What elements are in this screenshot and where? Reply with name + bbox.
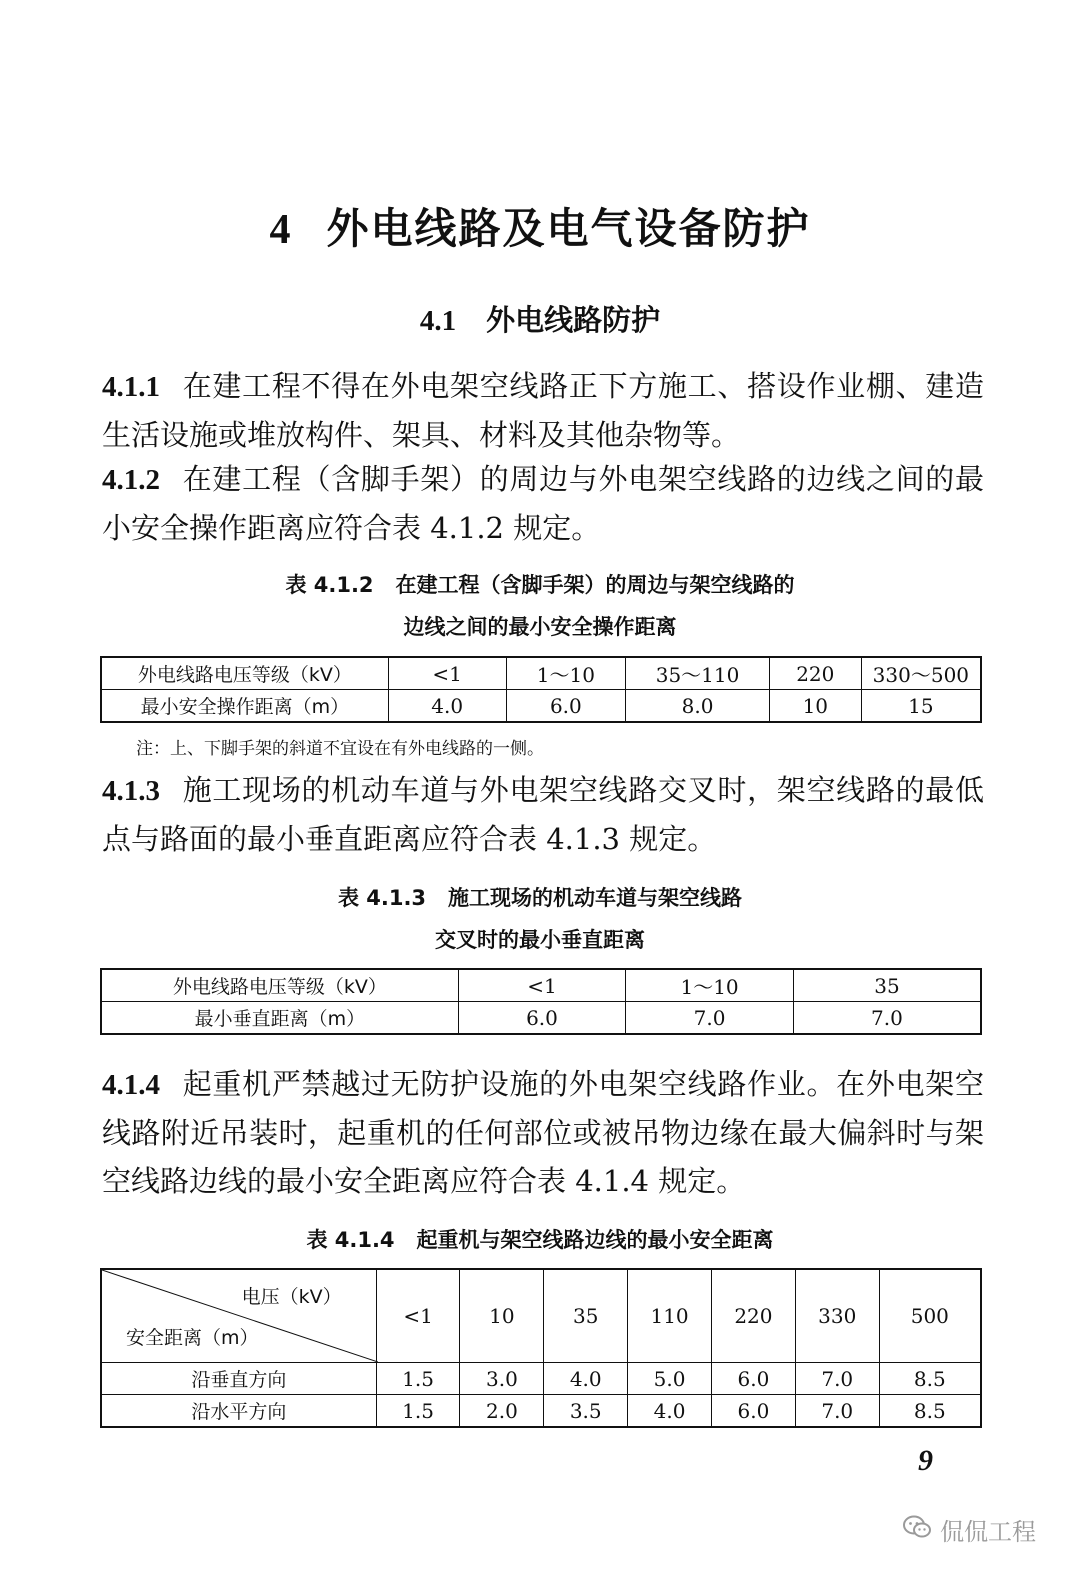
table-cell: 5.0 bbox=[628, 1363, 712, 1395]
table-row bbox=[101, 969, 981, 1002]
table-note: 注：上、下脚手架的斜道不宜设在有外电线路的一侧。 bbox=[136, 739, 544, 759]
table-row bbox=[101, 1363, 981, 1395]
wechat-icon bbox=[902, 1514, 932, 1546]
table-row bbox=[101, 690, 981, 723]
clause-number: 4.1.3 bbox=[102, 775, 160, 807]
table-cell: 3.5 bbox=[544, 1395, 628, 1428]
table-row bbox=[101, 1395, 981, 1428]
table-caption-line2: 交叉时的最小垂直距离 bbox=[435, 928, 645, 952]
table-4-1-3 bbox=[100, 968, 982, 1035]
row-header: 沿水平方向 bbox=[101, 1395, 376, 1428]
table-cell: 10 bbox=[460, 1269, 544, 1363]
chapter-title bbox=[0, 196, 1080, 256]
row-header: 最小垂直距离（m） bbox=[101, 1002, 458, 1035]
clause-text: 施工现场的机动车道与外电架空线路交叉时，架空线路的最低点与路面的最小垂直距离应符合表 4.1.3 规定。 bbox=[102, 773, 984, 856]
table-4-1-3-caption bbox=[0, 877, 1080, 961]
clause-4-1-3 bbox=[102, 766, 984, 863]
page-number: 9 bbox=[918, 1444, 933, 1477]
row-header: 外电线路电压等级（kV） bbox=[101, 657, 388, 690]
table-cell: 6.0 bbox=[711, 1395, 795, 1428]
section-number: 4.1 bbox=[419, 305, 457, 337]
table-caption-number: 表 4.1.4 bbox=[306, 1228, 395, 1252]
clause-text: 在建工程（含脚手架）的周边与外电架空线路的边线之间的最小安全操作距离应符合表 4.1.2 规定。 bbox=[102, 462, 984, 545]
table-cell: <1 bbox=[388, 657, 506, 690]
clause-4-1-2 bbox=[102, 455, 984, 552]
table-cell: 2.0 bbox=[460, 1395, 544, 1428]
table-cell: 7.0 bbox=[795, 1395, 879, 1428]
table-cell: 8.5 bbox=[879, 1363, 981, 1395]
table-caption-line1: 在建工程（含脚手架）的周边与架空线路的 bbox=[395, 573, 795, 597]
table-cell: 35 bbox=[793, 969, 981, 1002]
table-4-1-4 bbox=[100, 1268, 982, 1428]
table-cell: 10 bbox=[769, 690, 861, 723]
chapter-number: 4 bbox=[269, 207, 293, 253]
table-cell: 7.0 bbox=[795, 1363, 879, 1395]
chapter-title-text: 外电线路及电气设备防护 bbox=[326, 204, 811, 253]
row-header: 沿垂直方向 bbox=[101, 1363, 376, 1395]
table-caption-line1: 施工现场的机动车道与架空线路 bbox=[448, 886, 743, 910]
table-cell: 15 bbox=[861, 690, 981, 723]
watermark bbox=[902, 1512, 1036, 1547]
table-cell: 35～110 bbox=[626, 657, 770, 690]
table-cell: 330 bbox=[795, 1269, 879, 1363]
table-cell: 330～500 bbox=[861, 657, 981, 690]
clause-4-1-1 bbox=[102, 362, 984, 459]
table-cell: 1～10 bbox=[506, 657, 626, 690]
table-cell: 1.5 bbox=[376, 1363, 460, 1395]
diagonal-header-cell bbox=[101, 1269, 376, 1363]
clause-number: 4.1.1 bbox=[102, 371, 160, 403]
row-header: 外电线路电压等级（kV） bbox=[101, 969, 458, 1002]
table-4-1-2-caption bbox=[0, 564, 1080, 648]
table-cell: 1～10 bbox=[626, 969, 794, 1002]
table-cell: 8.5 bbox=[879, 1395, 981, 1428]
table-caption-text: 起重机与架空线路边线的最小安全距离 bbox=[416, 1228, 774, 1252]
clause-text: 在建工程不得在外电架空线路正下方施工、搭设作业棚、建造生活设施或堆放构件、架具、材料及其他杂物等。 bbox=[102, 369, 984, 452]
table-cell: 7.0 bbox=[793, 1002, 981, 1035]
table-cell: 4.0 bbox=[628, 1395, 712, 1428]
table-cell: 6.0 bbox=[506, 690, 626, 723]
table-row bbox=[101, 1002, 981, 1035]
table-cell: 220 bbox=[711, 1269, 795, 1363]
table-cell: 220 bbox=[769, 657, 861, 690]
section-title bbox=[0, 298, 1080, 339]
table-cell: 4.0 bbox=[544, 1363, 628, 1395]
row-header: 最小安全操作距离（m） bbox=[101, 690, 388, 723]
clause-text: 起重机严禁越过无防护设施的外电架空线路作业。在外电架空线路附近吊装时，起重机的任何部位或被吊物边缘在最大偏斜时与架空线路边线的最小安全距离应符合表 4.1.4 规定。 bbox=[102, 1067, 984, 1198]
table-cell: <1 bbox=[376, 1269, 460, 1363]
watermark-text: 侃侃工程 bbox=[940, 1518, 1036, 1546]
table-caption-number: 表 4.1.2 bbox=[285, 573, 374, 597]
clause-4-1-4 bbox=[102, 1060, 984, 1205]
clause-number: 4.1.2 bbox=[102, 464, 160, 496]
table-cell: 6.0 bbox=[711, 1363, 795, 1395]
corner-header-voltage: 电压（kV） bbox=[241, 1286, 342, 1308]
table-cell: 7.0 bbox=[626, 1002, 794, 1035]
table-4-1-2 bbox=[100, 656, 982, 723]
table-cell: 8.0 bbox=[626, 690, 770, 723]
table-cell: 110 bbox=[628, 1269, 712, 1363]
clause-number: 4.1.4 bbox=[102, 1069, 160, 1101]
table-cell: 6.0 bbox=[458, 1002, 626, 1035]
table-cell: 3.0 bbox=[460, 1363, 544, 1395]
table-cell: 1.5 bbox=[376, 1395, 460, 1428]
table-cell: <1 bbox=[458, 969, 626, 1002]
corner-header-distance: 安全距离（m） bbox=[126, 1327, 259, 1349]
table-row bbox=[101, 657, 981, 690]
section-title-text: 外电线路防护 bbox=[486, 303, 661, 337]
table-caption-line2: 边线之间的最小安全操作距离 bbox=[403, 615, 677, 639]
table-cell: 35 bbox=[544, 1269, 628, 1363]
table-row bbox=[101, 1269, 981, 1363]
table-caption-number: 表 4.1.3 bbox=[337, 886, 427, 910]
table-cell: 500 bbox=[879, 1269, 981, 1363]
table-4-1-4-caption bbox=[0, 1219, 1080, 1261]
table-cell: 4.0 bbox=[388, 690, 506, 723]
